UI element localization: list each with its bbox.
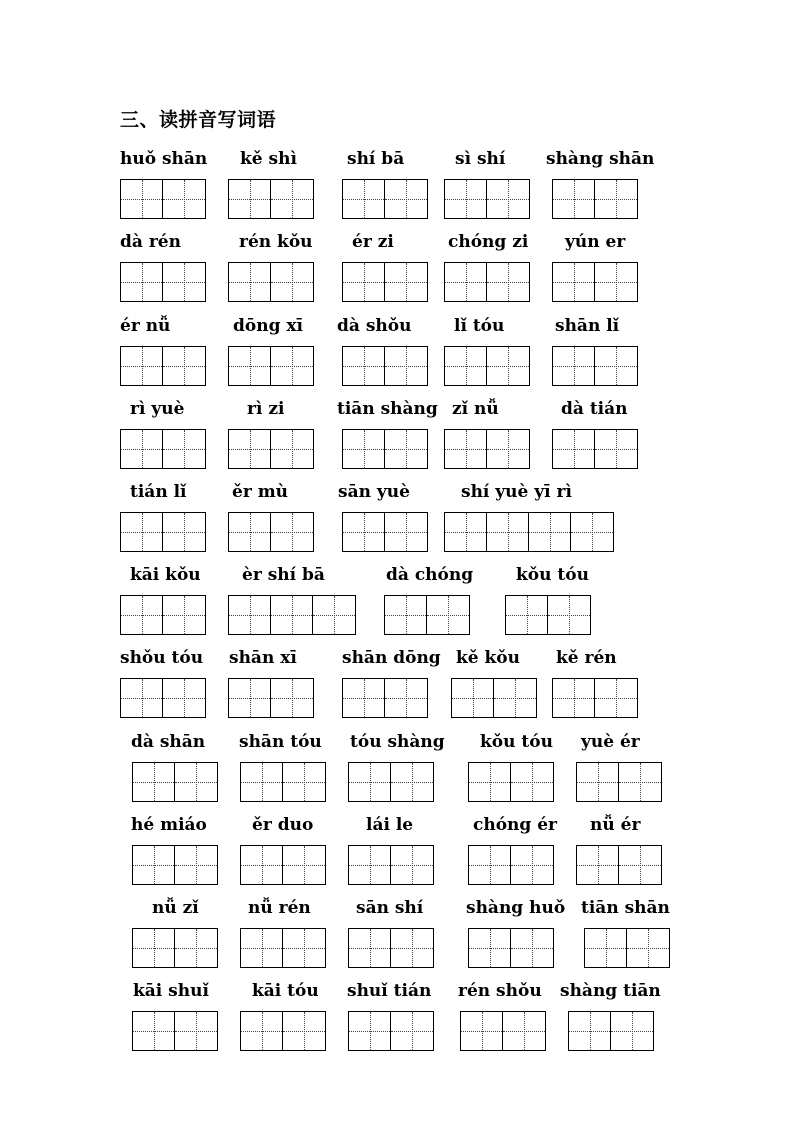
writing-grid[interactable] [552,346,638,386]
writing-grid[interactable] [444,346,530,386]
pinyin-label: rì yuè [130,399,185,419]
tianzi-cell[interactable] [511,929,553,967]
writing-grid[interactable] [240,845,326,885]
writing-grid[interactable] [568,1011,654,1051]
tianzi-cell[interactable] [506,596,548,634]
writing-grid[interactable] [132,928,218,968]
pinyin-label: rén shǒu [458,981,542,1001]
writing-grid[interactable] [468,845,554,885]
tianzi-cell[interactable] [553,679,595,717]
pinyin-label: sì shí [455,149,506,169]
tianzi-cell[interactable] [313,596,355,634]
tianzi-cell[interactable] [121,513,163,551]
tianzi-cell[interactable] [391,763,433,801]
pinyin-label: yún er [565,232,626,252]
writing-grid[interactable] [342,262,428,302]
tianzi-cell[interactable] [229,263,271,301]
pinyin-label: zǐ nǚ [452,399,499,419]
tianzi-cell[interactable] [595,430,637,468]
tianzi-cell[interactable] [577,846,619,884]
writing-grid[interactable] [552,678,638,718]
pinyin-label: huǒ shān [120,149,208,169]
writing-grid[interactable] [120,346,206,386]
tianzi-cell[interactable] [627,929,669,967]
writing-grid[interactable] [120,262,206,302]
writing-grid[interactable] [228,179,314,219]
tianzi-cell[interactable] [619,763,661,801]
pinyin-label: dōng xī [233,316,303,336]
writing-grid[interactable] [240,928,326,968]
tianzi-cell[interactable] [553,430,595,468]
pinyin-label: ěr duo [252,815,314,835]
tianzi-cell[interactable] [585,929,627,967]
pinyin-label: dà chóng [386,565,474,585]
tianzi-cell[interactable] [391,929,433,967]
tianzi-cell[interactable] [241,763,283,801]
writing-grid[interactable] [444,262,530,302]
tianzi-cell[interactable] [133,929,175,967]
tianzi-cell[interactable] [229,347,271,385]
pinyin-label: chóng zi [448,232,529,252]
writing-grid[interactable] [552,429,638,469]
pinyin-label: hé miáo [131,815,207,835]
tianzi-cell[interactable] [229,513,271,551]
tianzi-cell[interactable] [229,596,271,634]
pinyin-label: dà tián [561,399,628,419]
tianzi-cell[interactable] [385,430,427,468]
writing-grid[interactable] [505,595,591,635]
tianzi-cell[interactable] [445,180,487,218]
tianzi-cell[interactable] [469,846,511,884]
tianzi-cell[interactable] [349,846,391,884]
tianzi-cell[interactable] [175,763,217,801]
writing-grid[interactable] [228,429,314,469]
pinyin-label: shí bā [347,149,405,169]
tianzi-cell[interactable] [349,929,391,967]
tianzi-cell[interactable] [385,513,427,551]
pinyin-label: ér nǚ [120,316,171,336]
writing-grid[interactable] [584,928,670,968]
tianzi-cell[interactable] [553,263,595,301]
writing-grid[interactable] [552,262,638,302]
tianzi-cell[interactable] [163,513,205,551]
tianzi-cell[interactable] [121,679,163,717]
tianzi-cell[interactable] [343,679,385,717]
writing-grid[interactable] [342,429,428,469]
writing-grid[interactable] [342,512,428,552]
pinyin-label: yuè ér [581,732,640,752]
tianzi-cell[interactable] [391,846,433,884]
pinyin-label: tiān shān [581,898,670,918]
pinyin-label: nǚ zǐ [152,898,199,918]
writing-grid[interactable] [120,429,206,469]
tianzi-cell[interactable] [487,513,529,551]
writing-grid[interactable] [120,512,206,552]
tianzi-cell[interactable] [229,679,271,717]
pinyin-label: èr shí bā [242,565,325,585]
pinyin-label: ěr mù [232,482,289,502]
writing-grid[interactable] [468,928,554,968]
writing-grid[interactable] [228,262,314,302]
writing-grid[interactable] [444,429,530,469]
tianzi-cell[interactable] [121,347,163,385]
tianzi-cell[interactable] [283,929,325,967]
tianzi-cell[interactable] [241,846,283,884]
tianzi-cell[interactable] [445,263,487,301]
writing-grid[interactable] [228,346,314,386]
writing-grid[interactable] [444,179,530,219]
pinyin-label: kāi shuǐ [133,981,209,1001]
tianzi-cell[interactable] [487,430,529,468]
tianzi-cell[interactable] [121,596,163,634]
tianzi-cell[interactable] [595,679,637,717]
tianzi-cell[interactable] [445,430,487,468]
pinyin-label: dà shǒu [337,316,412,336]
writing-grid[interactable] [348,845,434,885]
pinyin-label: nǚ ér [590,815,641,835]
tianzi-cell[interactable] [163,430,205,468]
pinyin-label: kāi tóu [252,981,319,1001]
writing-grid[interactable] [120,595,206,635]
pinyin-label: shàng shān [546,149,655,169]
pinyin-label: shuǐ tián [347,981,432,1001]
tianzi-cell[interactable] [163,180,205,218]
tianzi-cell[interactable] [571,513,613,551]
tianzi-cell[interactable] [611,1012,653,1050]
writing-grid[interactable] [120,678,206,718]
tianzi-cell[interactable] [271,513,313,551]
tianzi-cell[interactable] [553,347,595,385]
tianzi-cell[interactable] [569,1012,611,1050]
pinyin-label: kě shì [240,149,297,169]
writing-grid[interactable] [348,762,434,802]
tianzi-cell[interactable] [349,763,391,801]
tianzi-cell[interactable] [595,263,637,301]
tianzi-cell[interactable] [452,679,494,717]
tianzi-cell[interactable] [385,347,427,385]
writing-grid[interactable] [132,1011,218,1051]
pinyin-label: tiān shàng [337,399,438,419]
writing-grid[interactable] [384,595,470,635]
pinyin-label: kāi kǒu [130,565,201,585]
tianzi-cell[interactable] [271,679,313,717]
tianzi-cell[interactable] [121,180,163,218]
tianzi-cell[interactable] [163,263,205,301]
pinyin-label: shān tóu [239,732,322,752]
writing-grid[interactable] [576,762,662,802]
writing-grid[interactable] [468,762,554,802]
writing-grid[interactable] [228,678,314,718]
tianzi-cell[interactable] [511,846,553,884]
tianzi-cell[interactable] [577,763,619,801]
tianzi-cell[interactable] [529,513,571,551]
pinyin-label: shí yuè yī rì [461,482,572,502]
tianzi-cell[interactable] [283,846,325,884]
pinyin-label: kě rén [556,648,617,668]
pinyin-label: nǚ rén [248,898,311,918]
tianzi-cell[interactable] [271,596,313,634]
pinyin-label: rén kǒu [239,232,313,252]
pinyin-label: shǒu tóu [120,648,204,668]
tianzi-cell[interactable] [595,180,637,218]
tianzi-cell[interactable] [271,180,313,218]
pinyin-label: kǒu tóu [516,565,589,585]
writing-grid[interactable] [460,1011,546,1051]
tianzi-cell[interactable] [121,263,163,301]
pinyin-label: sān yuè [338,482,410,502]
pinyin-label: dà rén [120,232,181,252]
tianzi-cell[interactable] [163,679,205,717]
tianzi-cell[interactable] [494,679,536,717]
pinyin-label: shān lǐ [555,316,620,336]
pinyin-label: chóng ér [473,815,557,835]
tianzi-cell[interactable] [619,846,661,884]
writing-grid[interactable] [240,1011,326,1051]
writing-grid[interactable] [120,179,206,219]
pinyin-label: shān xī [229,648,297,668]
writing-grid[interactable] [132,762,218,802]
section-title: 三、读拼音写词语 [120,109,277,131]
tianzi-cell[interactable] [271,347,313,385]
writing-grid[interactable] [348,928,434,968]
tianzi-cell[interactable] [487,347,529,385]
tianzi-cell[interactable] [133,763,175,801]
writing-grid[interactable] [240,762,326,802]
pinyin-label: kǒu tóu [480,732,553,752]
pinyin-label: tóu shàng [350,732,445,752]
tianzi-cell[interactable] [229,180,271,218]
pinyin-label: kě kǒu [456,648,520,668]
tianzi-cell[interactable] [595,347,637,385]
tianzi-cell[interactable] [385,679,427,717]
tianzi-cell[interactable] [271,430,313,468]
tianzi-cell[interactable] [343,180,385,218]
writing-grid[interactable] [444,512,614,552]
tianzi-cell[interactable] [343,263,385,301]
tianzi-cell[interactable] [349,1012,391,1050]
writing-grid[interactable] [576,845,662,885]
tianzi-cell[interactable] [427,596,469,634]
tianzi-cell[interactable] [175,929,217,967]
tianzi-cell[interactable] [133,1012,175,1050]
tianzi-cell[interactable] [283,763,325,801]
writing-grid[interactable] [228,512,314,552]
tianzi-cell[interactable] [461,1012,503,1050]
tianzi-cell[interactable] [343,347,385,385]
tianzi-cell[interactable] [445,513,487,551]
writing-grid[interactable] [451,678,537,718]
tianzi-cell[interactable] [503,1012,545,1050]
tianzi-cell[interactable] [511,763,553,801]
tianzi-cell[interactable] [548,596,590,634]
tianzi-cell[interactable] [391,1012,433,1050]
pinyin-label: dà shān [131,732,206,752]
tianzi-cell[interactable] [133,846,175,884]
tianzi-cell[interactable] [469,929,511,967]
writing-grid[interactable] [342,678,428,718]
tianzi-cell[interactable] [385,263,427,301]
pinyin-label: tián lǐ [130,482,187,502]
tianzi-cell[interactable] [271,263,313,301]
tianzi-cell[interactable] [487,180,529,218]
tianzi-cell[interactable] [229,430,271,468]
pinyin-label: sān shí [356,898,424,918]
tianzi-cell[interactable] [175,846,217,884]
tianzi-cell[interactable] [121,430,163,468]
tianzi-cell[interactable] [385,180,427,218]
tianzi-cell[interactable] [469,763,511,801]
writing-grid[interactable] [552,179,638,219]
writing-grid[interactable] [348,1011,434,1051]
tianzi-cell[interactable] [343,430,385,468]
pinyin-label: shān dōng [342,648,441,668]
tianzi-cell[interactable] [163,347,205,385]
tianzi-cell[interactable] [445,347,487,385]
tianzi-cell[interactable] [241,929,283,967]
writing-grid[interactable] [228,595,356,635]
writing-grid[interactable] [132,845,218,885]
pinyin-label: rì zi [247,399,285,419]
tianzi-cell[interactable] [553,180,595,218]
tianzi-cell[interactable] [385,596,427,634]
pinyin-label: shàng huǒ [466,898,566,918]
pinyin-label: ér zi [352,232,394,252]
pinyin-label: lǐ tóu [454,316,505,336]
pinyin-label: lái le [366,815,414,835]
tianzi-cell[interactable] [283,1012,325,1050]
pinyin-label: shàng tiān [560,981,661,1001]
tianzi-cell[interactable] [241,1012,283,1050]
tianzi-cell[interactable] [343,513,385,551]
writing-grid[interactable] [342,346,428,386]
tianzi-cell[interactable] [487,263,529,301]
tianzi-cell[interactable] [175,1012,217,1050]
writing-grid[interactable] [342,179,428,219]
tianzi-cell[interactable] [163,596,205,634]
